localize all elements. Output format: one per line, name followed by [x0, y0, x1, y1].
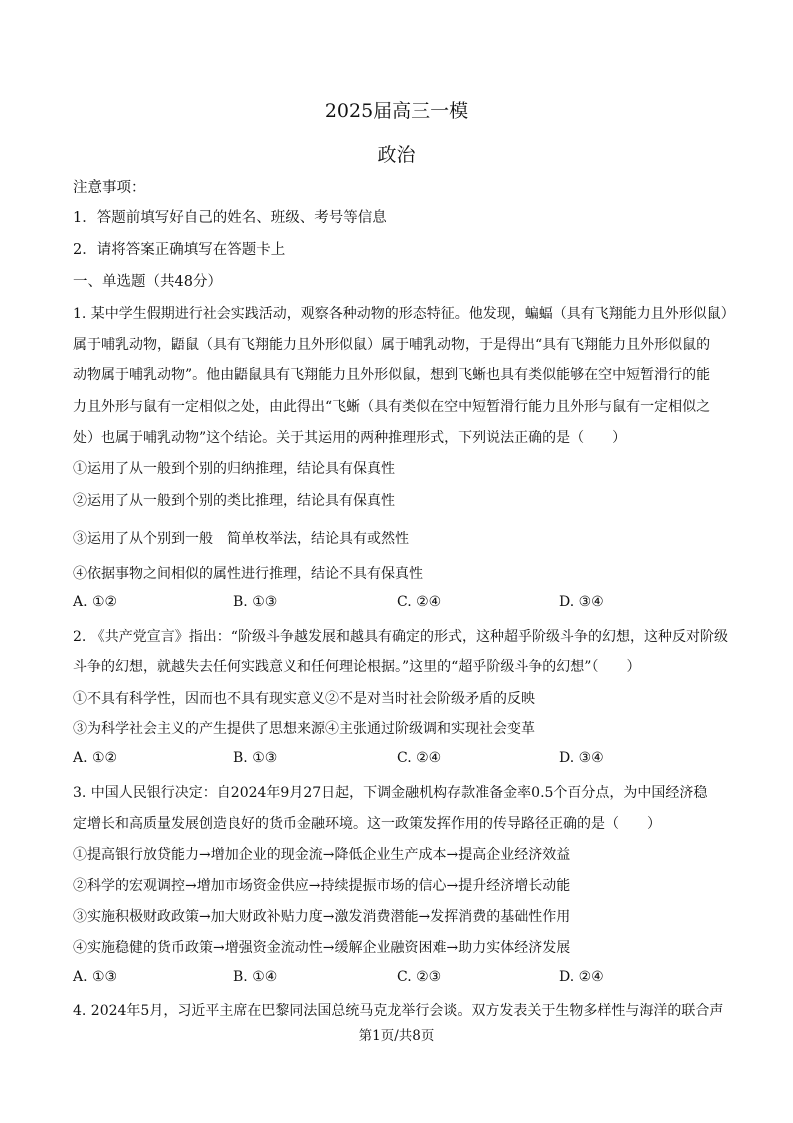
option-b[interactable]: B. ①③ — [233, 594, 278, 610]
question-2-statement: ③为科学社会主义的产生提供了思想来源④主张通过阶级调和实现社会变革 — [73, 721, 535, 737]
note-item: 1．答题前填写好自己的姓名、班级、考号等信息 — [73, 210, 387, 226]
question-1-statement: ③运用了从个别到一般 简单枚举法，结论具有或然性 — [73, 531, 409, 547]
question-1-text: 属于哺乳动物，鼯鼠（具有飞翔能力且外形似鼠）属于哺乳动物，于是得出“具有飞翔能力且外形似鼠的 — [73, 337, 711, 353]
option-b[interactable]: B. ①④ — [233, 969, 278, 985]
question-1-statement: ④依据事物之间相似的属性进行推理，结论不具有保真性 — [73, 566, 423, 582]
page-number: 第1页/共8页 — [358, 1028, 435, 1044]
question-3-statement: ②科学的宏观调控→增加市场资金供应→持续提振市场的信心→提升经济增长动能 — [73, 878, 571, 894]
exam-title: 2025届高三一模 — [324, 100, 469, 122]
option-c[interactable]: C. ②③ — [397, 969, 442, 985]
option-a[interactable]: A. ①② — [73, 750, 118, 766]
question-4-text: 4. 2024年5月，习近平主席在巴黎同法国总统马克龙举行会谈。双方发表关于生物多样性与海洋的联合声 — [73, 1003, 724, 1019]
question-2-text: 斗争的幻想，就越失去任何实践意义和任何理论根据。”这里的“超乎阶级斗争的幻想”（ ） — [73, 659, 641, 675]
option-b[interactable]: B. ①③ — [233, 750, 278, 766]
question-1-statement: ②运用了从一般到个别的类比推理，结论具有保真性 — [73, 493, 395, 509]
exam-subject: 政治 — [377, 144, 416, 166]
note-item: 2．请将答案正确填写在答题卡上 — [73, 242, 286, 258]
question-3-text: 3. 中国人民银行决定：自2024年9月27日起，下调金融机构存款准备金率0.5个百分点，为中国经济稳 — [73, 785, 708, 801]
question-2-statement: ①不具有科学性，因而也不具有现实意义②不是对当时社会阶级矛盾的反映 — [73, 691, 535, 707]
option-a[interactable]: A. ①③ — [73, 969, 118, 985]
question-3-statement: ④实施稳健的货币政策→增强资金流动性→缓解企业融资困难→助力实体经济发展 — [73, 940, 571, 956]
option-c[interactable]: C. ②④ — [397, 750, 442, 766]
question-1-text: 1. 某中学生假期进行社会实践活动，观察各种动物的形态特征。他发现，蝙蝠（具有飞翔能力且外形似鼠） — [73, 306, 735, 322]
option-c[interactable]: C. ②④ — [397, 594, 442, 610]
section-heading: 一、单选题（共48分） — [73, 274, 222, 290]
question-1-text: 力且外形与鼠有一定相似之处，由此得出“飞蜥（具有类似在空中短暂滑行能力且外形与鼠有一定相似之 — [73, 399, 711, 415]
option-d[interactable]: D. ③④ — [559, 750, 604, 766]
option-d[interactable]: D. ②④ — [559, 969, 604, 985]
question-1-text: 动物属于哺乳动物”。他由鼯鼠具有飞翔能力且外形似鼠，想到飞蜥也具有类似能够在空中短暂滑行的能 — [73, 367, 711, 383]
question-1-statement: ①运用了从一般到个别的归纳推理，结论具有保真性 — [73, 461, 395, 477]
question-3-text: 定增长和高质量发展创造良好的货币金融环境。这一政策发挥作用的传导路径正确的是（ ） — [73, 816, 661, 832]
question-2-text: 2. 《共产党宣言》指出：“阶级斗争越发展和越具有确定的形式，这种超乎阶级斗争的幻想，这种反对阶级 — [73, 629, 728, 645]
notes-heading: 注意事项： — [73, 180, 146, 196]
option-a[interactable]: A. ①② — [73, 594, 118, 610]
question-1-text: 处）也属于哺乳动物”这个结论。关于其运用的两种推理形式，下列说法正确的是（ ） — [73, 430, 627, 446]
question-3-statement: ③实施积极财政政策→加大财政补贴力度→激发消费潜能→发挥消费的基础性作用 — [73, 909, 571, 925]
option-d[interactable]: D. ③④ — [559, 594, 604, 610]
question-3-statement: ①提高银行放贷能力→增加企业的现金流→降低企业生产成本→提高企业经济效益 — [73, 847, 571, 863]
